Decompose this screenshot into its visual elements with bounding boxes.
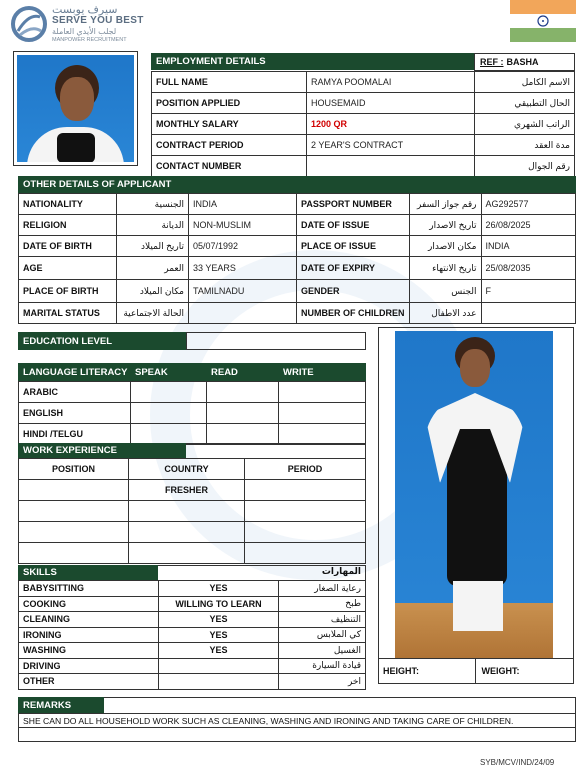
table-row xyxy=(19,674,366,690)
skill-name: BABYSITTING xyxy=(19,581,159,597)
detail-value: 05/07/1992 xyxy=(189,236,297,257)
detail-value xyxy=(481,303,576,324)
detail-label: DATE OF ISSUE xyxy=(297,215,410,236)
other-title: OTHER DETAILS OF APPLICANT xyxy=(18,176,296,193)
language-name: ARABIC xyxy=(19,382,131,403)
other-details-table xyxy=(18,193,576,324)
table-row xyxy=(19,280,576,303)
detail-value: AG292577 xyxy=(481,194,576,215)
skill-name-ar: رعاية الصغار xyxy=(279,581,366,597)
ref-label: REF : xyxy=(480,57,504,67)
work-experience xyxy=(18,443,366,564)
table-row xyxy=(152,135,575,156)
table-row xyxy=(19,522,366,543)
table-row xyxy=(19,257,576,280)
ref-value: BASHA xyxy=(506,57,539,67)
employment-details xyxy=(151,53,575,177)
detail-value: 25/08/2035 xyxy=(481,257,576,280)
table-row xyxy=(152,93,575,114)
work-title: WORK EXPERIENCE xyxy=(18,443,186,458)
remarks-title: REMARKS xyxy=(18,697,104,713)
education-value xyxy=(186,332,366,350)
skill-value xyxy=(159,658,279,674)
skill-value: WILLING TO LEARN xyxy=(159,596,279,612)
detail-value: INDIA xyxy=(481,236,576,257)
detail-value: TAMILNADU xyxy=(189,280,297,303)
detail-label-ar: مكان الاصدار xyxy=(409,236,481,257)
skill-name: OTHER xyxy=(19,674,159,690)
language-literacy xyxy=(18,363,366,445)
row-label: FULL NAME xyxy=(152,72,307,93)
detail-label: DATE OF EXPIRY xyxy=(297,257,410,280)
detail-value: F xyxy=(481,280,576,303)
company-logo xyxy=(10,3,150,45)
skill-value xyxy=(159,674,279,690)
detail-label-ar: مكان الميلاد xyxy=(117,280,189,303)
india-flag-icon xyxy=(510,0,576,42)
table-row xyxy=(19,236,576,257)
work-country: FRESHER xyxy=(129,480,245,501)
skill-name-ar: كي الملابس xyxy=(279,627,366,643)
full-photo-frame xyxy=(378,327,574,684)
language-header-cell: SPEAK xyxy=(130,363,206,381)
skill-name: COOKING xyxy=(19,596,159,612)
table-row xyxy=(19,581,366,597)
row-label: CONTRACT PERIOD xyxy=(152,135,307,156)
logo-sub: MANPOWER RECRUITMENT xyxy=(52,37,127,43)
detail-value xyxy=(189,303,297,324)
work-header-cell: PERIOD xyxy=(245,459,366,480)
language-name: ENGLISH xyxy=(19,403,131,424)
row-label-ar: الحال التطبيقي xyxy=(475,93,575,114)
table-row xyxy=(152,114,575,135)
detail-label-ar: العمر xyxy=(117,257,189,280)
portrait-photo xyxy=(13,51,138,166)
detail-label: PASSPORT NUMBER xyxy=(297,194,410,215)
table-row xyxy=(19,459,366,480)
table-row xyxy=(19,424,366,445)
skill-value: YES xyxy=(159,643,279,659)
work-header-cell: COUNTRY xyxy=(129,459,245,480)
skills-title-ar: المهارات xyxy=(158,565,366,580)
detail-label: PLACE OF BIRTH xyxy=(19,280,117,303)
skill-name-ar: قيادة السيارة xyxy=(279,658,366,674)
detail-label-ar: تاريخ الميلاد xyxy=(117,236,189,257)
logo-arabic: سيرف يوبست xyxy=(52,4,118,16)
table-row xyxy=(19,612,366,628)
detail-value: 33 YEARS xyxy=(189,257,297,280)
detail-label: DATE OF BIRTH xyxy=(19,236,117,257)
detail-label: NUMBER OF CHILDREN xyxy=(297,303,410,324)
row-label-ar: الاسم الكامل xyxy=(475,72,575,93)
row-value: RAMYA POOMALAI xyxy=(307,72,475,93)
table-row xyxy=(19,543,366,564)
detail-value: INDIA xyxy=(189,194,297,215)
table-row xyxy=(19,215,576,236)
ref-field xyxy=(474,53,575,71)
detail-label-ar: الديانة xyxy=(117,215,189,236)
measurements xyxy=(379,658,573,683)
language-name: HINDI /TELGU xyxy=(19,424,131,445)
employment-table xyxy=(151,71,575,177)
education-title: EDUCATION LEVEL xyxy=(18,332,186,350)
row-label-ar: الراتب الشهري xyxy=(475,114,575,135)
detail-label: AGE xyxy=(19,257,117,280)
table-row xyxy=(19,382,366,403)
remarks xyxy=(18,697,576,742)
weight-label: WEIGHT: xyxy=(481,666,520,676)
detail-label-ar: الجنس xyxy=(409,280,481,303)
row-label-ar: مدة العقد xyxy=(475,135,575,156)
skill-name-ar: الغسيل xyxy=(279,643,366,659)
table-row xyxy=(152,156,575,177)
detail-value: 26/08/2025 xyxy=(481,215,576,236)
detail-label: RELIGION xyxy=(19,215,117,236)
table-row xyxy=(152,72,575,93)
education-level xyxy=(18,332,366,350)
other-details xyxy=(18,176,576,324)
skill-name: DRIVING xyxy=(19,658,159,674)
skill-value: YES xyxy=(159,581,279,597)
skill-name-ar: التنظيف xyxy=(279,612,366,628)
language-header-cell: LANGUAGE LITERACY xyxy=(18,363,130,381)
height-label: HEIGHT: xyxy=(379,659,476,683)
detail-label-ar: عدد الاطفال xyxy=(409,303,481,324)
skill-name-ar: طبخ xyxy=(279,596,366,612)
full-body-photo xyxy=(395,331,553,658)
row-value: HOUSEMAID xyxy=(307,93,475,114)
row-value xyxy=(307,156,475,177)
table-row xyxy=(19,643,366,659)
table-row xyxy=(19,658,366,674)
logo-brand: SERVE YOU BEST xyxy=(52,15,144,26)
skills xyxy=(18,565,366,690)
table-row xyxy=(19,627,366,643)
skill-name-ar: اخر xyxy=(279,674,366,690)
logo-icon xyxy=(10,5,48,43)
table-row xyxy=(19,596,366,612)
table-row xyxy=(19,501,366,522)
detail-label-ar: تاريخ الاصدار xyxy=(409,215,481,236)
remarks-text: SHE CAN DO ALL HOUSEHOLD WORK SUCH AS CLEANING, WASHING AND IRONING AND TAKING CARE OF CHILDREN. xyxy=(18,713,576,728)
salary-value: 1200 QR xyxy=(307,114,475,135)
detail-label-ar: تاريخ الانتهاء xyxy=(409,257,481,280)
detail-value: NON-MUSLIM xyxy=(189,215,297,236)
row-label: CONTACT NUMBER xyxy=(152,156,307,177)
language-header-cell: READ xyxy=(206,363,278,381)
footer-code: SYB/MCV/IND/24/09 xyxy=(480,758,555,767)
skill-name: IRONING xyxy=(19,627,159,643)
detail-label-ar: رقم جواز السفر xyxy=(409,194,481,215)
detail-label: NATIONALITY xyxy=(19,194,117,215)
skill-value: YES xyxy=(159,612,279,628)
row-label: MONTHLY SALARY xyxy=(152,114,307,135)
skills-title: SKILLS xyxy=(18,565,158,580)
row-value: 2 YEAR'S CONTRACT xyxy=(307,135,475,156)
skill-value: YES xyxy=(159,627,279,643)
detail-label: MARITAL STATUS xyxy=(19,303,117,324)
table-row xyxy=(19,480,366,501)
detail-label: GENDER xyxy=(297,280,410,303)
language-table xyxy=(18,381,366,445)
detail-label-ar: الجنسية xyxy=(117,194,189,215)
skills-table xyxy=(18,580,366,690)
language-header-cell: WRITE xyxy=(278,363,366,381)
skill-name: CLEANING xyxy=(19,612,159,628)
table-row xyxy=(19,403,366,424)
row-label: POSITION APPLIED xyxy=(152,93,307,114)
detail-label: PLACE OF ISSUE xyxy=(297,236,410,257)
table-row xyxy=(19,194,576,215)
employment-title: EMPLOYMENT DETAILS xyxy=(151,53,474,70)
skill-name: WASHING xyxy=(19,643,159,659)
row-label-ar: رقم الجوال xyxy=(475,156,575,177)
table-row xyxy=(19,303,576,324)
logo-arabic-sub: لجلب الأيدي العاملة xyxy=(52,27,117,36)
language-header xyxy=(18,363,366,381)
detail-label-ar: الحالة الاجتماعية xyxy=(117,303,189,324)
work-table xyxy=(18,458,366,564)
work-header-cell: POSITION xyxy=(19,459,129,480)
